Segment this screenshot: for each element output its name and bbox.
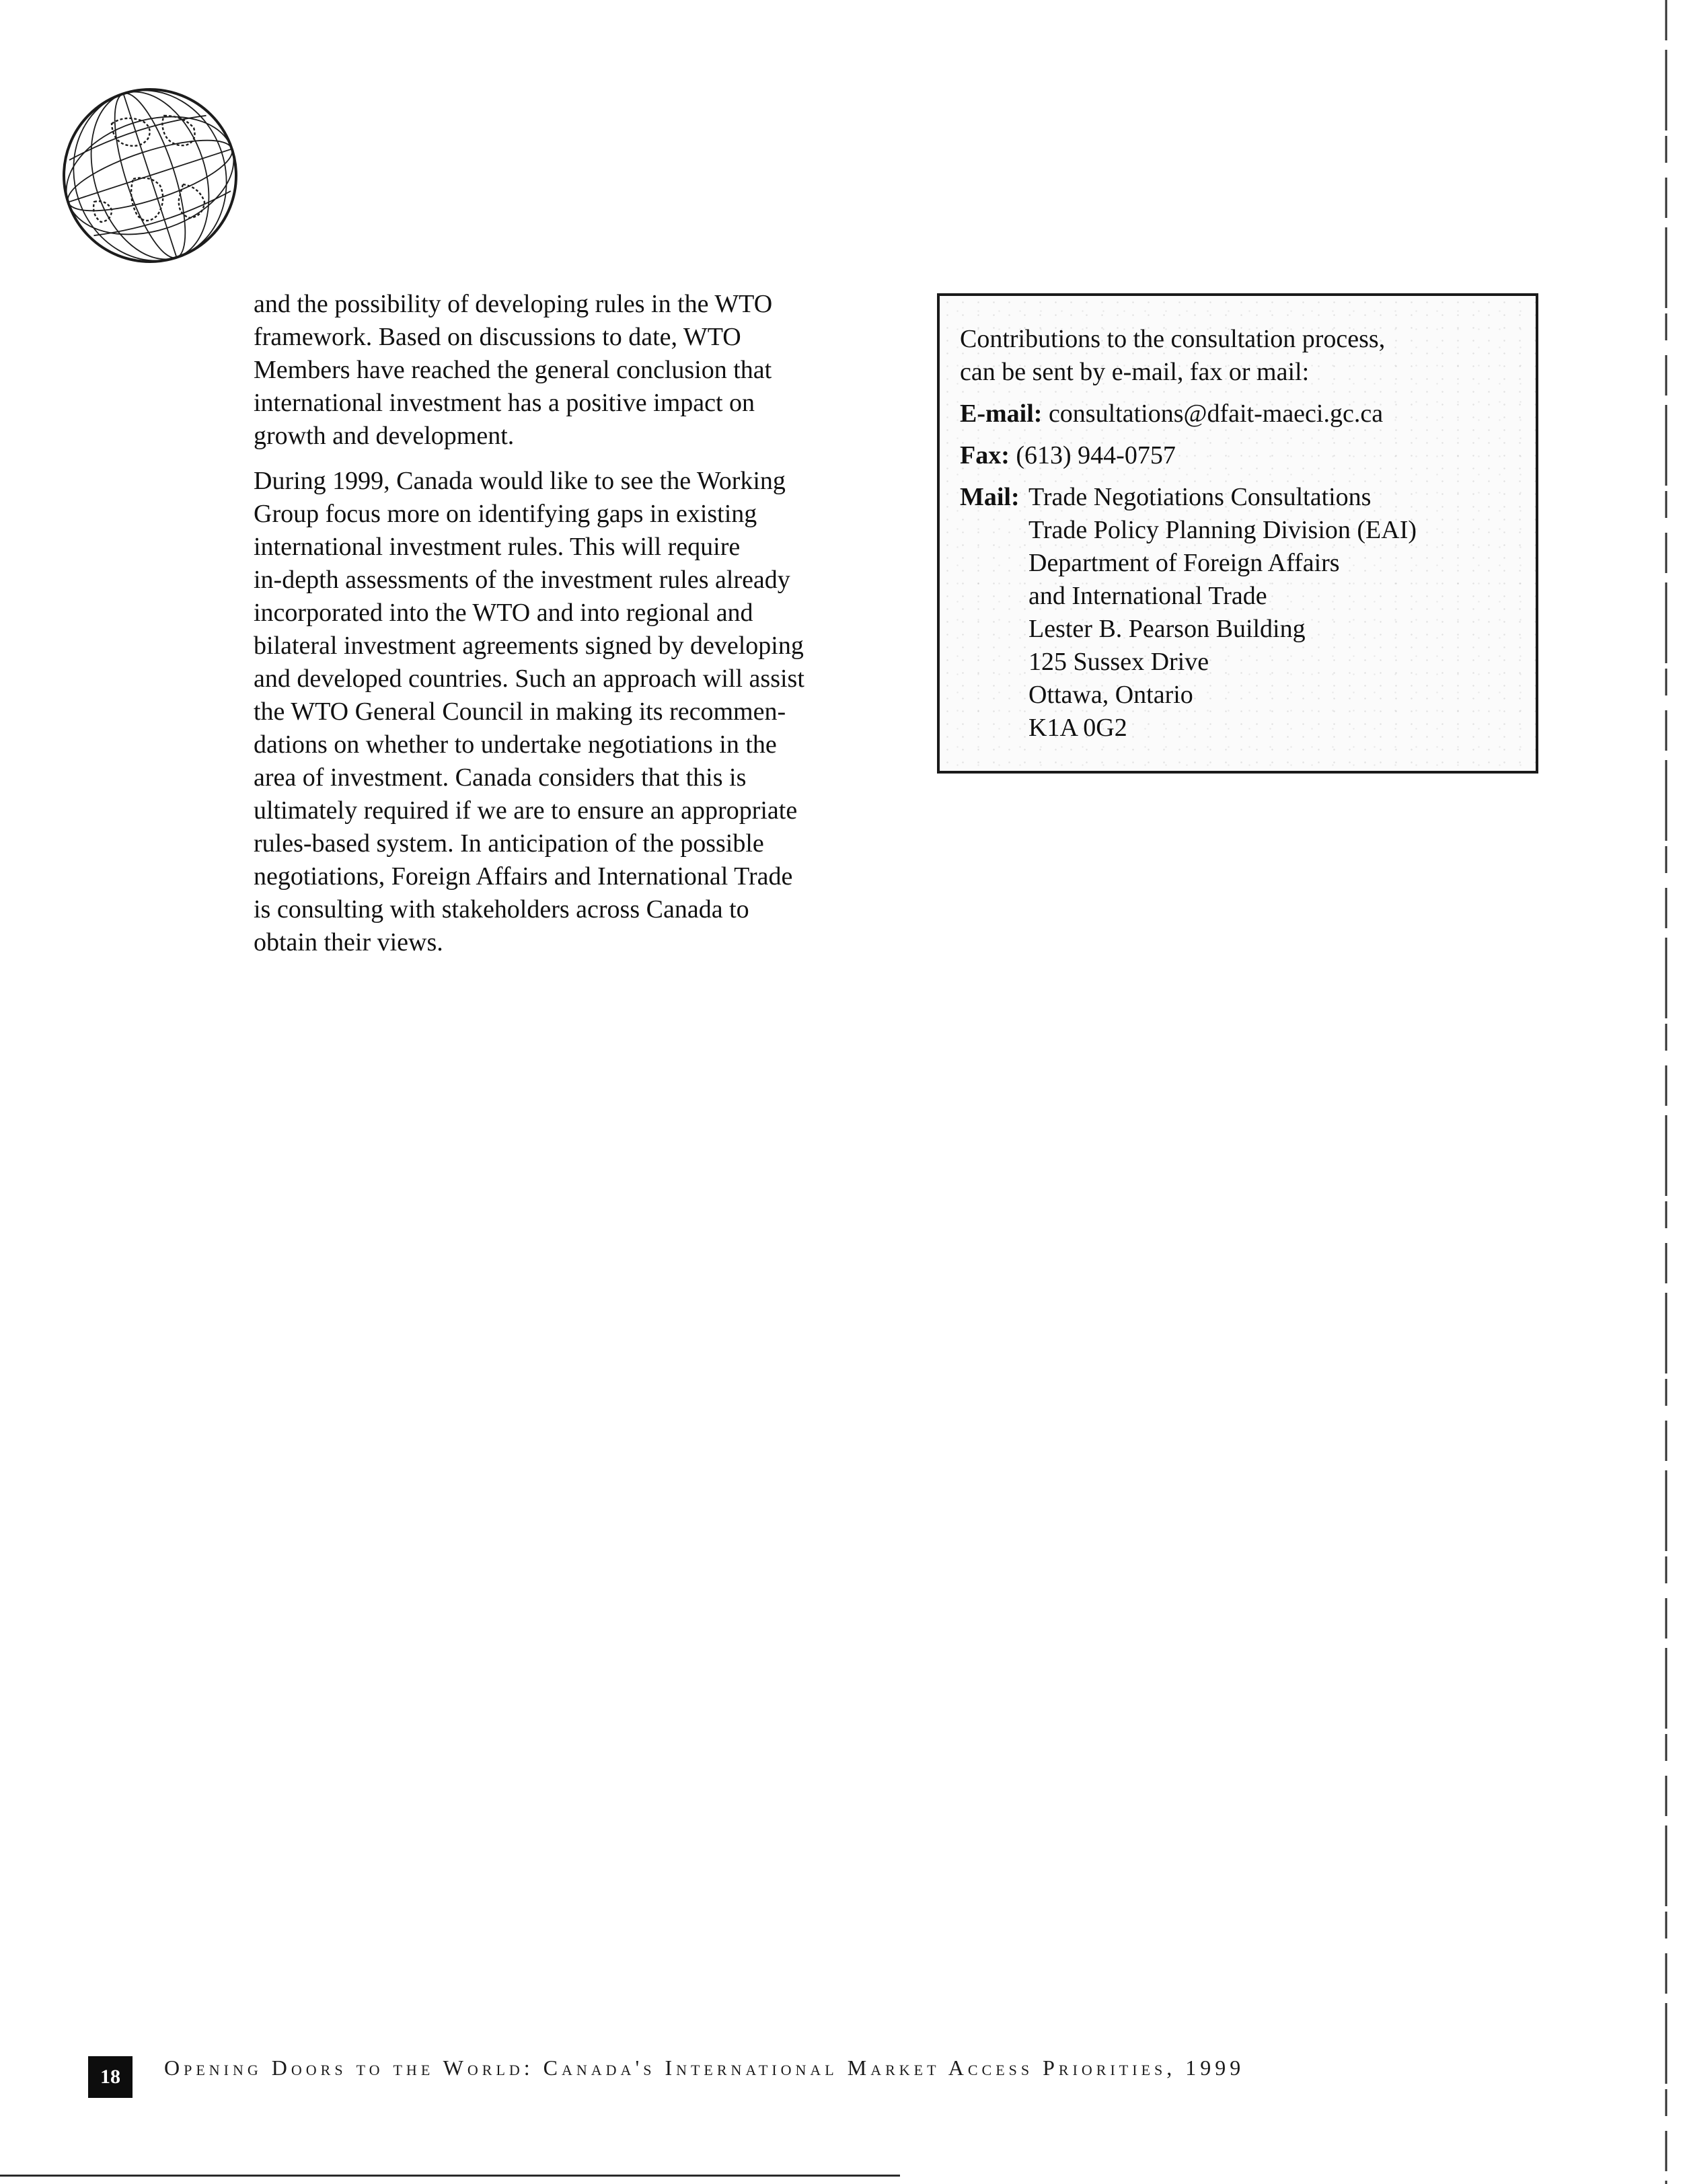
body-line: rules-based system. In anticipation of the possible xyxy=(254,829,764,858)
body-line: international investment rules. This will require xyxy=(254,533,741,561)
mail-address xyxy=(1028,481,1417,745)
mail-address-line: and International Trade xyxy=(1028,582,1267,610)
fax-number: (613) 944-0757 xyxy=(1016,441,1176,469)
body-paragraph xyxy=(254,288,859,453)
body-line: and developed countries. Such an approach will assist xyxy=(254,665,804,693)
body-line: bilateral investment agreements signed by developing xyxy=(254,632,804,660)
globe-icon xyxy=(58,83,242,268)
body-line: in-depth assessments of the investment rules already xyxy=(254,566,790,594)
mail-address-line: Lester B. Pearson Building xyxy=(1028,615,1306,643)
body-line: obtain their views. xyxy=(254,928,443,956)
body-line: Group focus more on identifying gaps in existing xyxy=(254,500,757,528)
body-paragraph xyxy=(254,465,859,959)
email-address[interactable]: consultations@dfait-maeci.gc.ca xyxy=(1048,400,1384,428)
fax-label: Fax: xyxy=(960,441,1010,469)
email-row xyxy=(960,398,1536,430)
body-line: area of investment. Canada considers that this is xyxy=(254,763,747,792)
contact-intro-line: Contributions to the consultation process, xyxy=(960,325,1386,353)
body-line: During 1999, Canada would like to see the Working xyxy=(254,467,786,495)
mail-row xyxy=(960,481,1536,745)
mail-address-line: K1A 0G2 xyxy=(1028,714,1127,742)
page-number: 18 xyxy=(88,2056,133,2098)
body-line: framework. Based on discussions to date, WTO xyxy=(254,323,741,351)
body-line: dations on whether to undertake negotiations in the xyxy=(254,730,777,759)
body-line: is consulting with stakeholders across Canada to xyxy=(254,895,749,924)
mail-address-line: 125 Sussex Drive xyxy=(1028,648,1209,676)
contact-box xyxy=(937,293,1538,774)
body-line: growth and development. xyxy=(254,422,515,450)
fax-row xyxy=(960,439,1536,472)
mail-address-line: Trade Negotiations Consultations xyxy=(1028,483,1372,511)
mail-address-line: Ottawa, Ontario xyxy=(1028,681,1193,709)
body-text xyxy=(254,288,859,971)
body-line: negotiations, Foreign Affairs and International Trade xyxy=(254,862,793,891)
running-footer-title: Opening Doors to the World: Canada's International Market Access Priorities, 1999 xyxy=(164,2056,1245,2080)
mail-address-line: Trade Policy Planning Division (EAI) xyxy=(1028,516,1417,544)
scan-edge-line xyxy=(0,2175,900,2177)
mail-label: Mail: xyxy=(960,483,1020,511)
body-line: ultimately required if we are to ensure an appropriate xyxy=(254,796,798,825)
body-line: incorporated into the WTO and into regional and xyxy=(254,599,753,627)
body-line: and the possibility of developing rules in the WTO xyxy=(254,290,773,318)
scan-edge-line xyxy=(1664,0,1668,2184)
body-line: the WTO General Council in making its recommen- xyxy=(254,698,786,726)
email-label: E-mail: xyxy=(960,400,1043,428)
mail-address-line: Department of Foreign Affairs xyxy=(1028,549,1340,577)
body-line: international investment has a positive impact on xyxy=(254,389,755,417)
body-line: Members have reached the general conclusion that xyxy=(254,356,772,384)
contact-intro-line: can be sent by e-mail, fax or mail: xyxy=(960,358,1310,386)
